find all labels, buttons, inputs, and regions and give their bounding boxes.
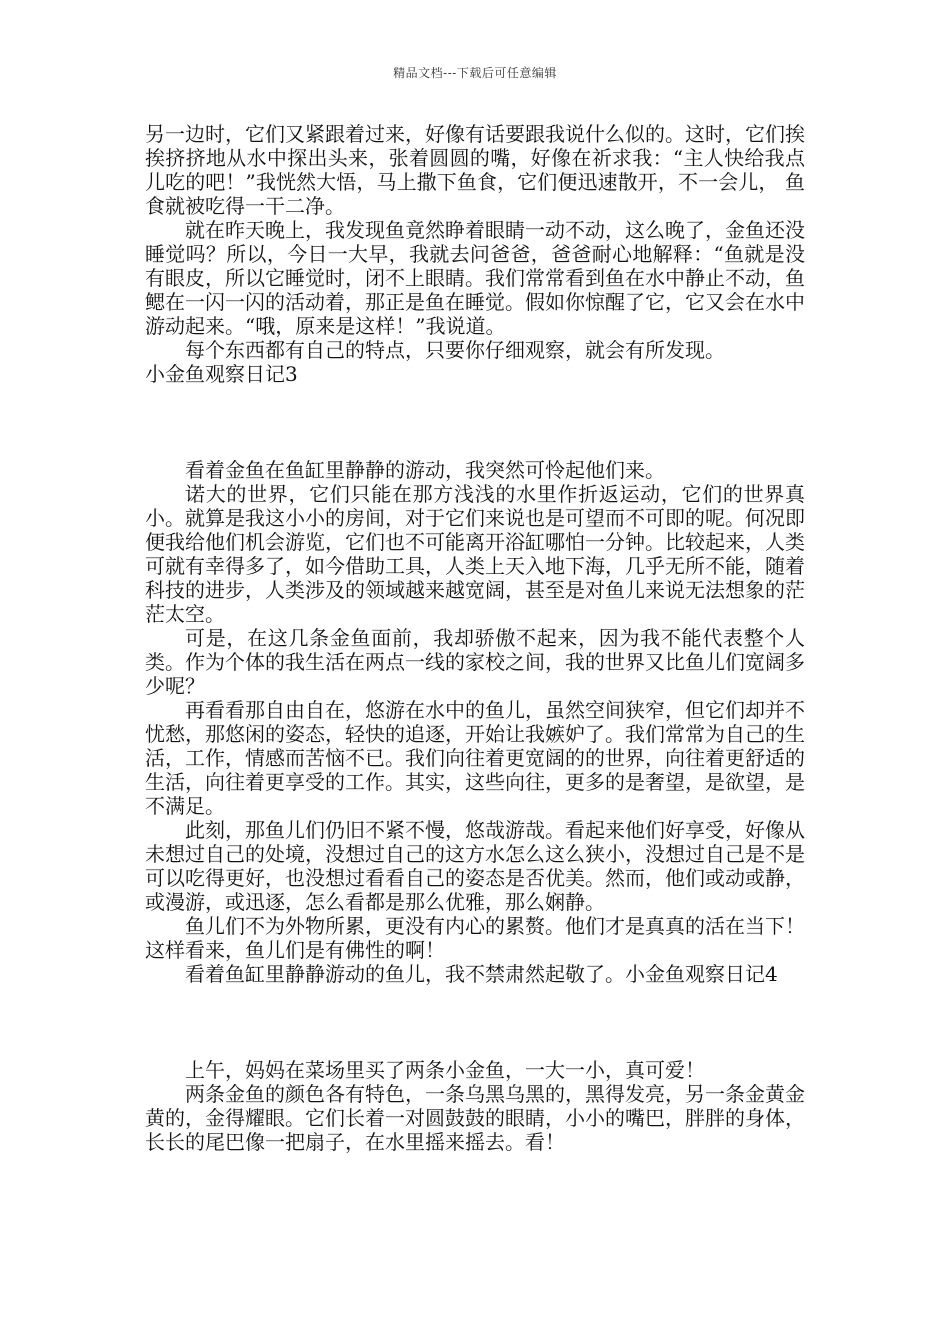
paragraph: 再看看那自由自在，悠游在水中的鱼儿，虽然空间狭窄，但它们却并不忧愁，那悠闲的姿态，轻快的追逐，开始让我嫉妒了。我们常常为自己的生活，工作，情感而苦恼不已。我们向往着更宽阔的的世界，向往着更舒适的生活，向往着更享受的工作。其实，这些向往，更多的是奢望，是欲望，是不满足。 bbox=[145, 698, 805, 818]
paragraph: 此刻，那鱼儿们仍旧不紧不慢，悠哉游哉。看起来他们好享受，好像从未想过自己的处境，没想过自己的这方水怎么这么狭小，没想过自己是不是可以吃得更好，也没想过看看自己的姿态是否优美。然而，他们或动或静，或漫游，或迅逐，怎么看都是那么优雅，那么娴静。 bbox=[145, 818, 805, 914]
paragraph: 上午，妈妈在菜场里买了两条小金鱼，一大一小，真可爱！ bbox=[185, 1058, 705, 1082]
document-body bbox=[145, 122, 805, 1154]
paragraph: 鱼儿们不为外物所累，更没有内心的累赘。他们才是真真的活在当下！这样看来，鱼儿们是有佛性的啊！ bbox=[145, 914, 805, 962]
paragraph: 看着金鱼在鱼缸里静静的游动，我突然可怜起他们来。 bbox=[185, 458, 665, 482]
paragraph: 看着鱼缸里静静游动的鱼儿，我不禁肃然起敬了。小金鱼观察日记4 bbox=[185, 962, 778, 986]
page-header: 精品文档---下载后可任意编辑 bbox=[393, 66, 557, 80]
paragraph: 就在昨天晚上，我发现鱼竟然睁着眼睛一动不动，这么晚了，金鱼还没睡觉吗？所以，今日一大早，我就去问爸爸，爸爸耐心地解释：“鱼就是没有眼皮，所以它睡觉时，闭不上眼睛。我们常常看到鱼在水中静止不动，鱼鳃在一闪一闪的活动着，那正是鱼在睡觉。假如你惊醒了它，它又会在水中游动起来。“哦，原来是这样！”我说道。 bbox=[145, 218, 805, 338]
section-title: 小金鱼观察日记3 bbox=[145, 362, 298, 386]
blank-space bbox=[145, 386, 805, 458]
paragraph: 可是，在这几条金鱼面前，我却骄傲不起来，因为我不能代表整个人类。作为个体的我生活在两点一线的家校之间，我的世界又比鱼儿们宽阔多少呢？ bbox=[145, 626, 805, 698]
paragraph: 另一边时，它们又紧跟着过来，好像有话要跟我说什么似的。这时，它们挨挨挤挤地从水中探出头来，张着圆圆的嘴，好像在祈求我：“主人快给我点儿吃的吧！”我恍然大悟，马上撒下鱼食，它们便迅速散开，不一会儿， 鱼食就被吃得一干二净。 bbox=[145, 122, 805, 218]
paragraph: 两条金鱼的颜色各有特色，一条乌黑乌黑的，黑得发亮，另一条金黄金黄的，金得耀眼。它们长着一对圆鼓鼓的眼睛，小小的嘴巴，胖胖的身体，长长的尾巴像一把扇子，在水里摇来摇去。看！ bbox=[145, 1082, 805, 1154]
paragraph: 诺大的世界，它们只能在那方浅浅的水里作折返运动，它们的世界真小。就算是我这小小的房间，对于它们来说也是可望而不可即的呢。何况即便我给他们机会游览，它们也不可能离开浴缸哪怕一分钟。比较起来，人类可就有幸得多了，如今借助工具，人类上天入地下海，几乎无所不能，随着科技的进步，人类涉及的领域越来越宽阔，甚至是对鱼儿来说无法想象的茫茫太空。 bbox=[145, 482, 805, 626]
paragraph: 每个东西都有自己的特点，只要你仔细观察，就会有所发现。 bbox=[185, 338, 725, 362]
blank-space bbox=[145, 986, 805, 1058]
